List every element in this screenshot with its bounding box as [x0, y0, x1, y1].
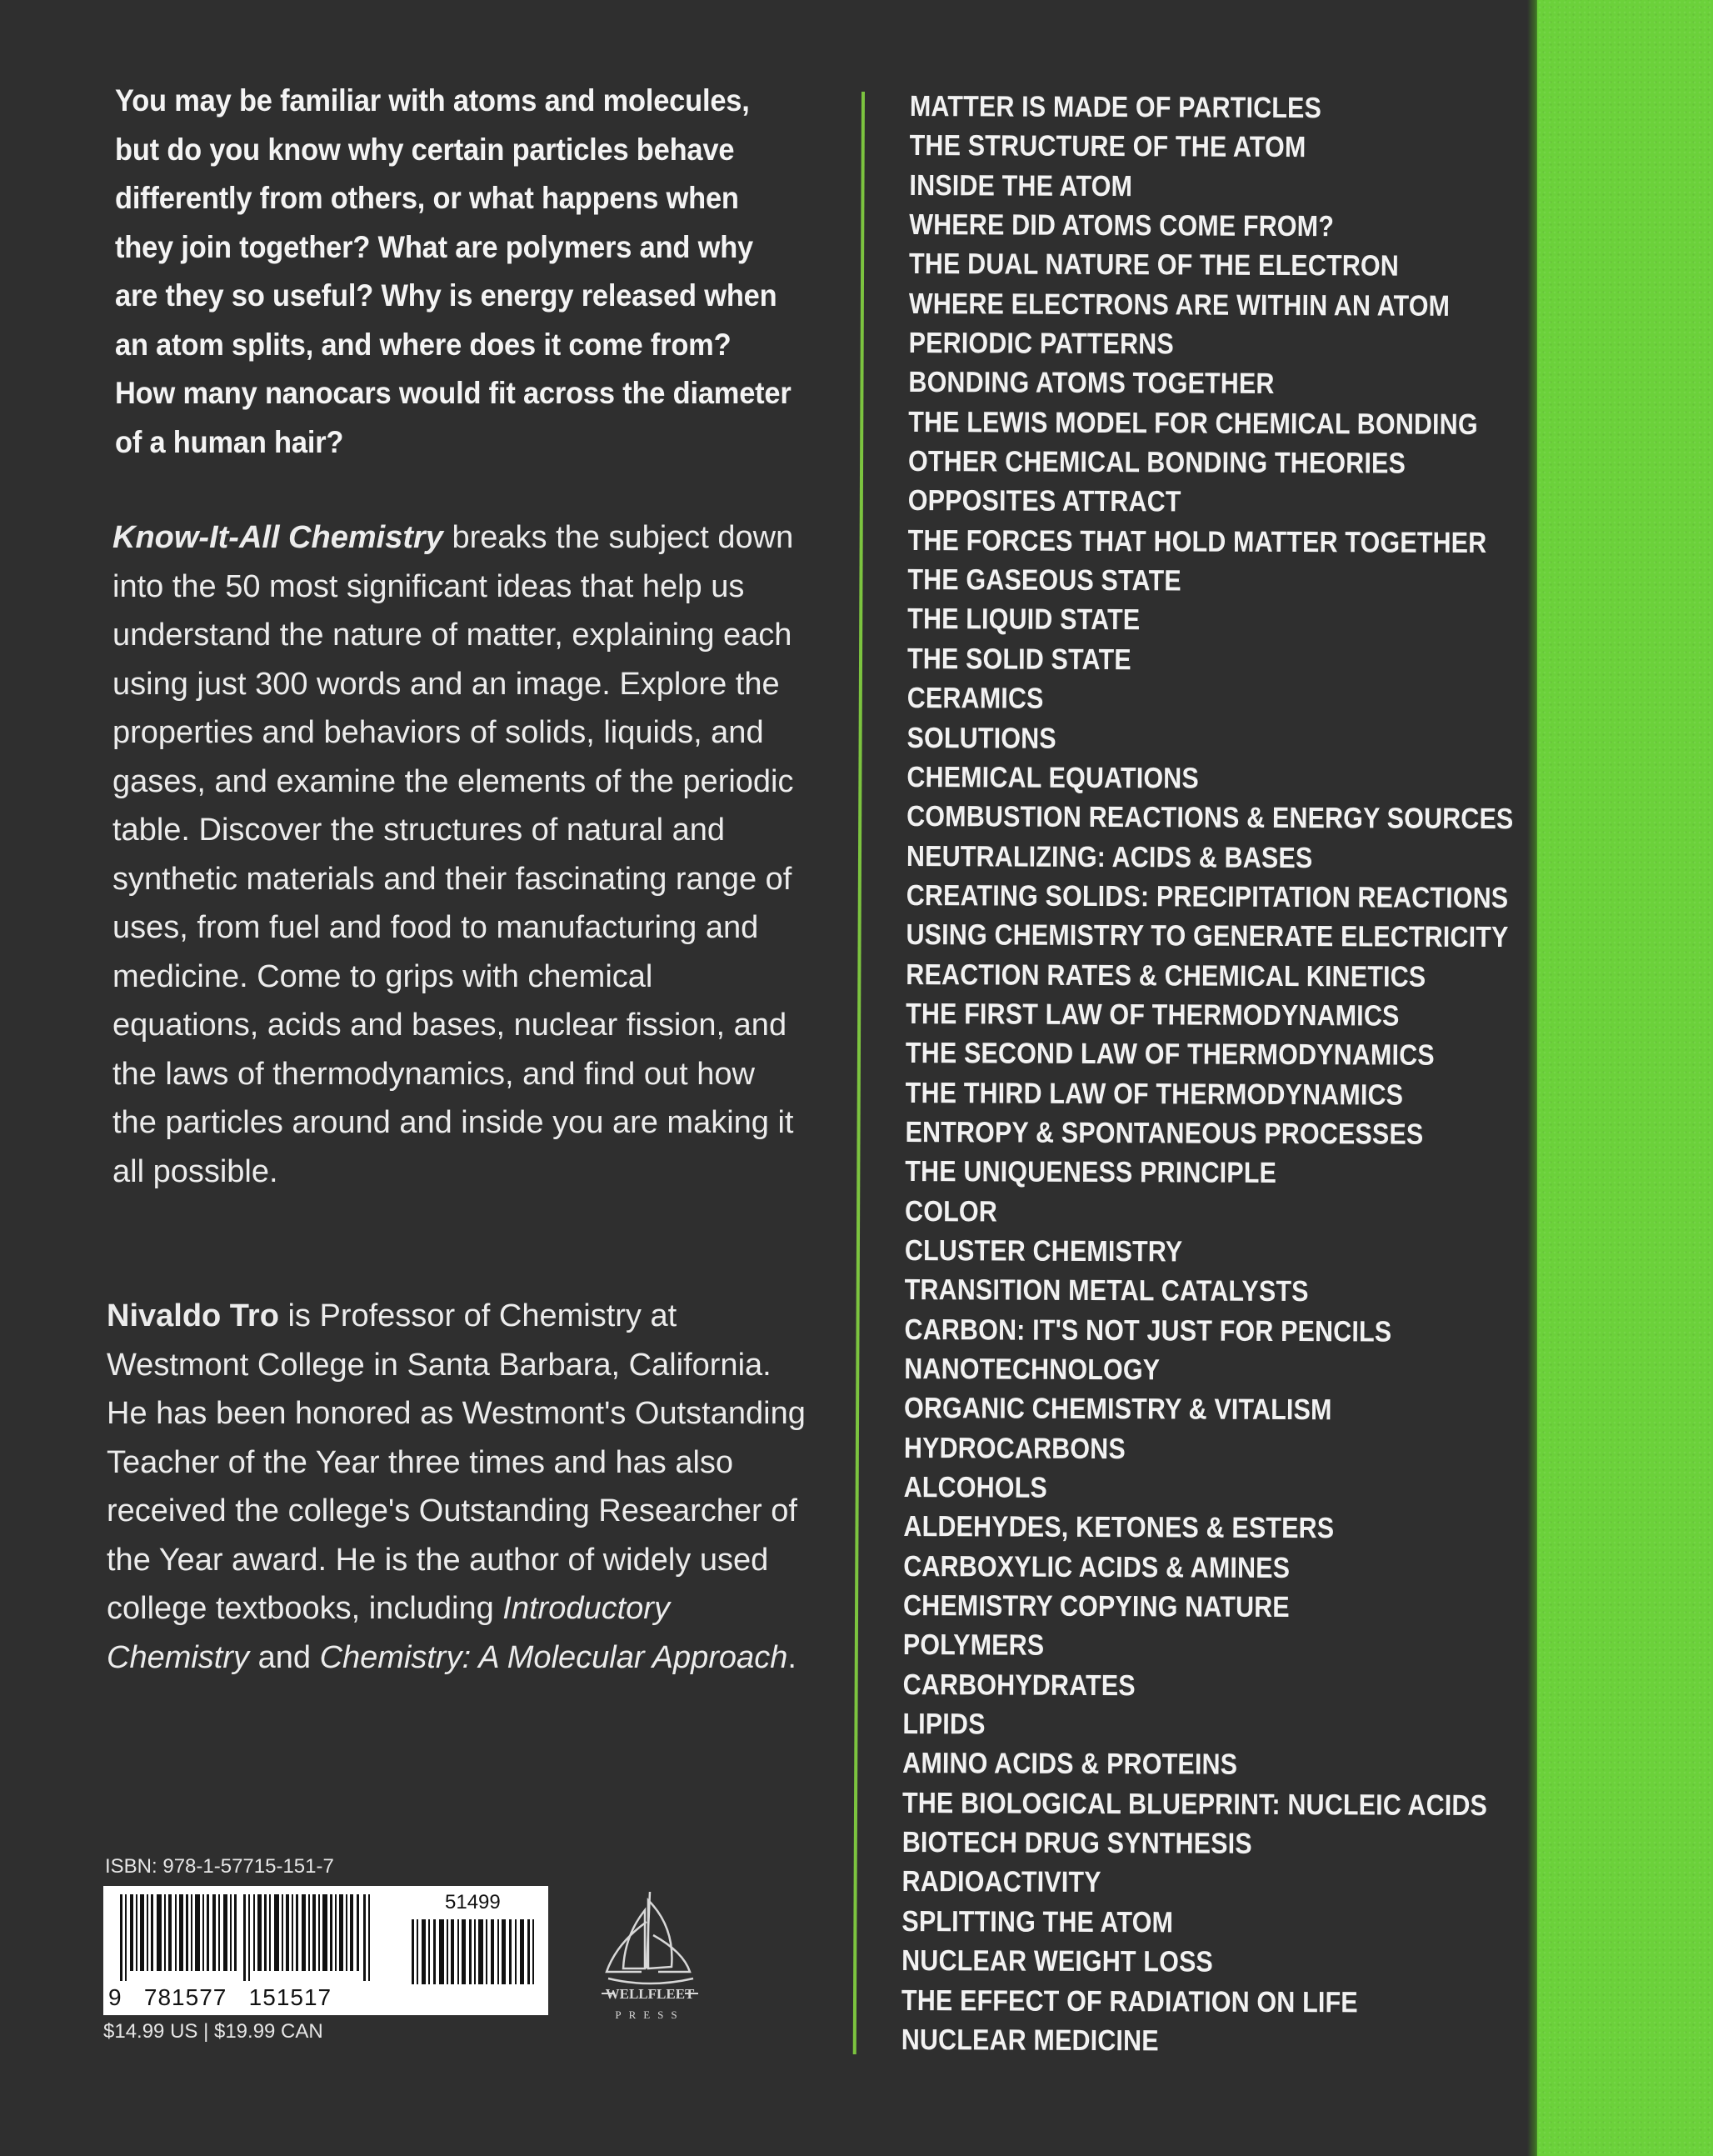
contents-item: THE BIOLOGICAL BLUEPRINT: NUCLEIC ACIDS [901, 1786, 1488, 1822]
contents-item: ORGANIC CHEMISTRY & VITALISM [903, 1392, 1332, 1427]
contents-item: THE SOLID STATE [906, 642, 1131, 676]
publisher-sub: PRESS [615, 2008, 685, 2021]
description-paragraph [112, 513, 804, 1196]
contents-item: CARBON: IT'S NOT JUST FOR PENCILS [904, 1313, 1392, 1348]
contents-item: CERAMICS [906, 682, 1044, 715]
green-spine-band [1537, 0, 1713, 2156]
contents-item: RADIOACTIVITY [901, 1865, 1101, 1899]
contents-item: MATTER IS MADE OF PARTICLES [909, 89, 1322, 125]
contents-item: BONDING ATOMS TOGETHER [908, 366, 1275, 401]
contents-item: CHEMISTRY COPYING NATURE [902, 1589, 1290, 1624]
publisher-name: WELLFLEET [605, 1986, 695, 2002]
author-name: Nivaldo Tro [107, 1298, 279, 1333]
contents-item: USING CHEMISTRY TO GENERATE ELECTRICITY [906, 918, 1509, 954]
contents-item: NUCLEAR WEIGHT LOSS [901, 1944, 1214, 1978]
contents-item: THE GASEOUS STATE [907, 563, 1181, 598]
price-label: $14.99 US | $19.99 CAN [103, 2020, 323, 2043]
contents-item: THE LIQUID STATE [907, 603, 1141, 637]
contents-list [901, 87, 1514, 2062]
barcode-digits: 9 781577 151517 [108, 1984, 332, 2010]
contents-item: THE EFFECT OF RADIATION ON LIFE [901, 1983, 1358, 2018]
contents-item: PERIODIC PATTERNS [908, 327, 1174, 361]
contents-item: POLYMERS [902, 1628, 1045, 1663]
contents-item: THE FORCES THAT HOLD MATTER TOGETHER [907, 523, 1487, 559]
contents-item: THE FIRST LAW OF THERMODYNAMICS [906, 997, 1400, 1033]
contents-item: THE DUAL NATURE OF THE ELECTRON [908, 248, 1400, 283]
bio-book-2: Chemistry: A Molecular Approach [319, 1639, 788, 1675]
contents-item: NANOTECHNOLOGY [904, 1352, 1161, 1387]
publisher-logo-icon [592, 1885, 708, 2027]
isbn-label: ISBN: 978-1-57715-151-7 [105, 1855, 334, 1878]
bio-and: and [249, 1639, 320, 1675]
contents-item: ENTROPY & SPONTANEOUS PROCESSES [905, 1115, 1424, 1151]
barcode-addon-bars-icon [412, 1919, 537, 1984]
bio-book-1: Introductory Chemistry [107, 1591, 670, 1675]
bio-end: . [787, 1639, 797, 1675]
contents-item: INSIDE THE ATOM [909, 168, 1133, 203]
contents-item: ALDEHYDES, KETONES & ESTERS [903, 1510, 1335, 1545]
contents-item: SPLITTING THE ATOM [901, 1904, 1174, 1939]
intro-paragraph: You may be familiar with atoms and molecules, but do you know why certain particles behave differently from others, or what happens when they join together? What are polymers and why are they so useful? Why is energy released when an atom splits, and where does it come from? How many nanocars would fit across the diameter of a human hair? [115, 83, 792, 459]
barcode [103, 1886, 548, 2015]
contents-item: THE UNIQUENESS PRINCIPLE [905, 1155, 1277, 1190]
book-title: Know-It-All Chemistry [112, 520, 443, 555]
contents-item: CLUSTER CHEMISTRY [904, 1233, 1183, 1268]
contents-item: THE THIRD LAW OF THERMODYNAMICS [905, 1076, 1404, 1112]
contents-item: HYDROCARBONS [903, 1431, 1126, 1465]
contents-item: CHEMICAL EQUATIONS [906, 760, 1199, 795]
contents-item: THE LEWIS MODEL FOR CHEMICAL BONDING [908, 405, 1478, 441]
contents-item: COMBUSTION REACTIONS & ENERGY SOURCES [906, 800, 1514, 836]
contents-item: THE STRUCTURE OF THE ATOM [909, 129, 1306, 164]
contents-item: CREATING SOLIDS: PRECIPITATION REACTIONS [906, 878, 1509, 915]
contents-item: OPPOSITES ATTRACT [907, 484, 1181, 518]
description-text: breaks the subject down into the 50 most significant ideas that help us understand the nature of matter, explaining each using just 300 words and an image. Explore the properties and behaviors of solids, liquids, and gases, and examine the elements of the periodic table. Discover the structures of natural and synthetic materials and their fascinating range of uses, from fuel and food to manufacturing and medicine. Come to grips with chemical equations, acids and bases, nuclear fission, and the laws of thermodynamics, and find out how the particles around and inside you are making it all possible. [112, 520, 794, 1189]
barcode-addon-number: 51499 [445, 1891, 501, 1913]
bio-text: is Professor of Chemistry at Westmont College in Santa Barbara, California. He has been honored as Westmont's Outstanding Teacher of the Year three times and has also received the college's Outstanding Researcher of the Year award. He is the author of widely used college textbooks, including [107, 1298, 806, 1626]
contents-item: NUCLEAR MEDICINE [901, 2023, 1159, 2058]
contents-item: THE SECOND LAW OF THERMODYNAMICS [905, 1037, 1435, 1073]
contents-item: NEUTRALIZING: ACIDS & BASES [906, 839, 1313, 874]
contents-item: ALCOHOLS [903, 1471, 1047, 1504]
contents-item: SOLUTIONS [906, 721, 1056, 755]
contents-item: BIOTECH DRUG SYNTHESIS [901, 1826, 1252, 1860]
contents-item: LIPIDS [902, 1708, 986, 1741]
contents-item: AMINO ACIDS & PROTEINS [902, 1747, 1238, 1782]
contents-item: CARBOXYLIC ACIDS & AMINES [903, 1549, 1291, 1584]
barcode-bars-icon [120, 1894, 403, 1981]
contents-item: OTHER CHEMICAL BONDING THEORIES [907, 445, 1406, 480]
contents-item: WHERE DID ATOMS COME FROM? [909, 208, 1335, 243]
contents-item: COLOR [905, 1194, 998, 1228]
author-bio [107, 1292, 815, 1682]
contents-item: WHERE ELECTRONS ARE WITHIN AN ATOM [908, 287, 1451, 323]
contents-item: REACTION RATES & CHEMICAL KINETICS [906, 958, 1426, 993]
contents-item: CARBOHYDRATES [902, 1668, 1136, 1702]
contents-item: TRANSITION METAL CATALYSTS [904, 1273, 1309, 1308]
